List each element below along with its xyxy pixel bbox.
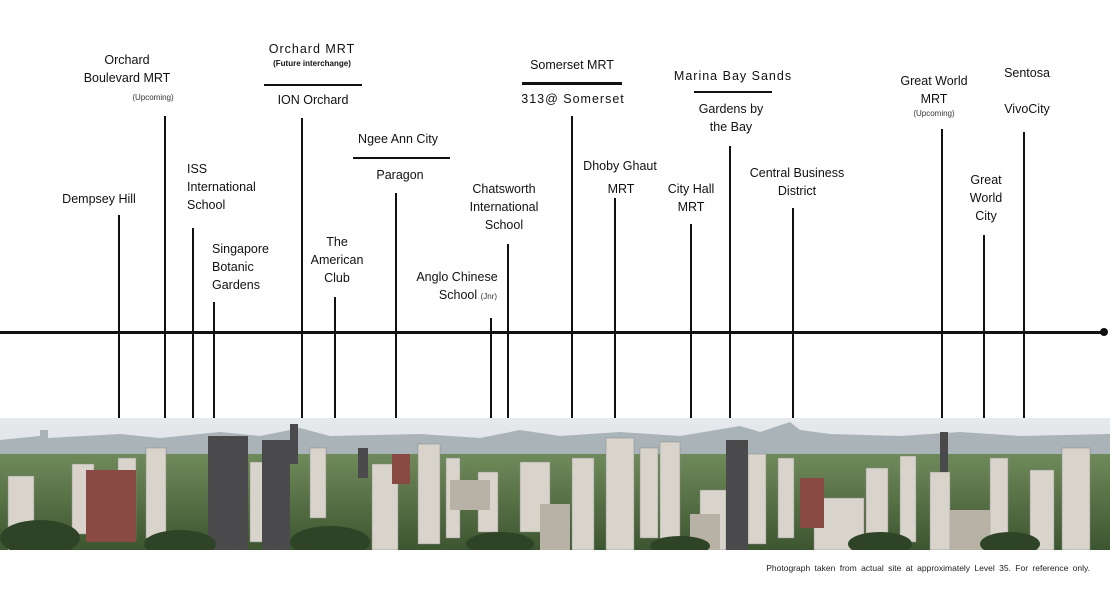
- label-iss-school: ISS International School: [187, 162, 256, 212]
- label-paragon: Paragon: [376, 168, 424, 182]
- separator-ngee-ann-city: [353, 157, 450, 159]
- separator-marina-bay: [694, 91, 772, 93]
- note-orchard-boulevard: (Upcoming): [132, 93, 174, 102]
- city-panorama-photo: [0, 418, 1110, 550]
- label-orchard-boulevard: Orchard Boulevard MRT: [83, 53, 171, 85]
- axis-line: [0, 331, 1104, 334]
- label-marina-bay-sands: Marina Bay Sands: [673, 69, 793, 83]
- leader-great-world-city: [983, 235, 985, 418]
- label-chatsworth: Chatsworth International School: [469, 182, 539, 232]
- label-dhoby-ghaut: Dhoby Ghaut: [583, 159, 657, 173]
- leader-orchard-boulevard: [164, 116, 166, 418]
- photo-caption: Photograph taken from actual site at approximately Level 35. For reference only.: [766, 563, 1090, 573]
- label-gardens-by-the-bay: Gardens by the Bay: [698, 102, 764, 134]
- leader-somerset-mrt: [571, 116, 573, 418]
- separator-somerset-mrt: [522, 82, 622, 85]
- label-cbd: Central Business District: [749, 166, 845, 198]
- leader-city-hall: [690, 224, 692, 418]
- leader-great-world-mrt: [941, 129, 943, 418]
- label-sentosa: Sentosa: [1004, 66, 1050, 80]
- label-dempsey-hill: Dempsey Hill: [62, 192, 136, 206]
- label-313-somerset: 313@ Somerset: [521, 92, 625, 106]
- leader-iss-school: [192, 228, 194, 418]
- leader-botanic-gardens: [213, 302, 215, 418]
- label-somerset-mrt: Somerset MRT: [530, 58, 614, 72]
- label-city-hall: City Hall MRT: [667, 182, 715, 214]
- label-botanic-gardens: Singapore Botanic Gardens: [212, 242, 269, 292]
- label-anglo-chinese-school: School (Jnr): [438, 288, 498, 302]
- leader-marina-bay: [729, 146, 731, 418]
- label-great-world-mrt: Great World MRT (Upcoming): [900, 74, 968, 118]
- label-orchard-mrt: Orchard MRT (Future interchange): [268, 42, 356, 68]
- leader-american-club: [334, 297, 336, 418]
- label-american-club: The American Club: [310, 235, 364, 285]
- leader-cbd: [792, 208, 794, 418]
- leader-dempsey-hill: [118, 215, 120, 418]
- label-ion-orchard: ION Orchard: [277, 93, 349, 107]
- separator-orchard-mrt: [264, 84, 362, 86]
- label-ngee-ann-city: Ngee Ann City: [358, 132, 438, 146]
- axis-end-dot: [1100, 328, 1108, 336]
- leader-sentosa: [1023, 132, 1025, 418]
- label-dhoby-ghaut-mrt: MRT: [607, 182, 635, 196]
- leader-ngee-ann-city: [395, 193, 397, 418]
- leader-dhoby-ghaut: [614, 198, 616, 418]
- label-anglo-chinese: Anglo Chinese: [416, 270, 498, 284]
- leader-orchard-mrt: [301, 118, 303, 418]
- label-vivocity: VivoCity: [1004, 102, 1050, 116]
- label-great-world-city: Great World City: [969, 173, 1003, 223]
